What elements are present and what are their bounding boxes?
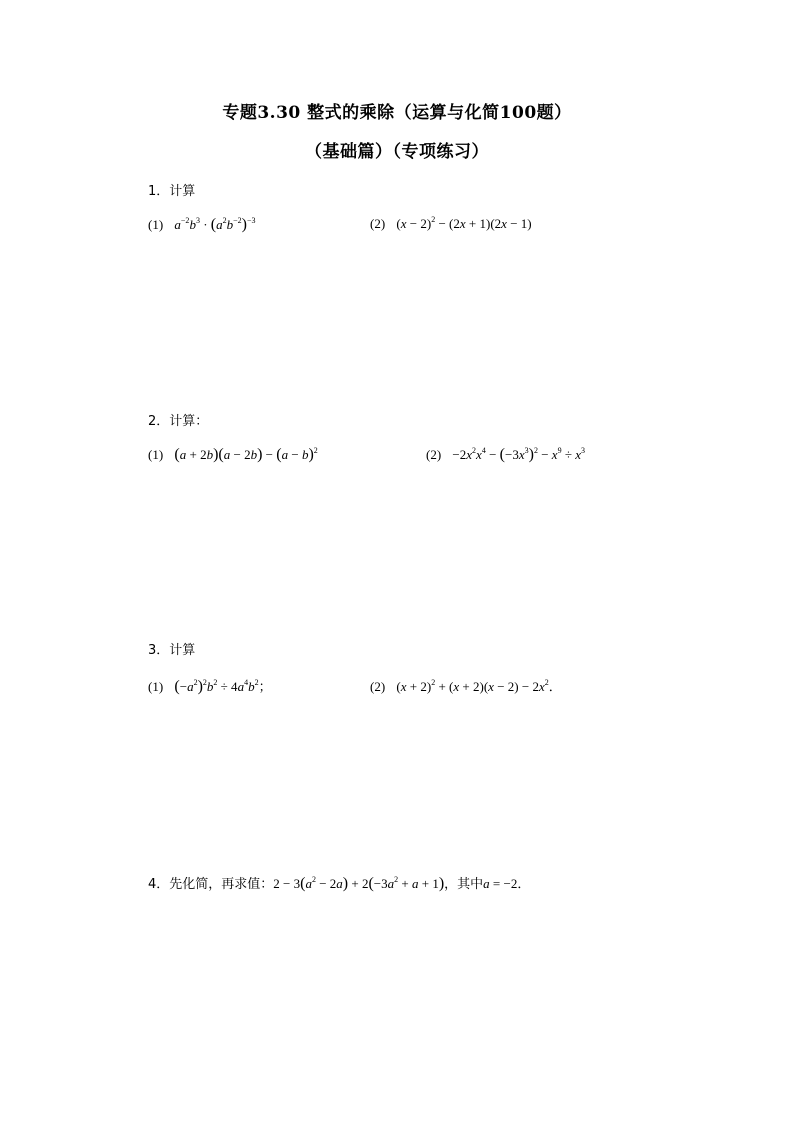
- page-title-line-1: 专题3.30 整式的乘除（运算与化简100题）: [222, 103, 572, 123]
- math-expression: $(-a^2)^2b^2 \div 4a^4b^2$: [174, 678, 259, 695]
- math-expression: $(x - 2)^2 - (2x + 1)(2x - 1)$: [396, 215, 532, 231]
- part-number: (2): [426, 447, 442, 462]
- question-2-label: 2．计算：: [148, 414, 209, 429]
- math-expression: $(x + 2)^2 + (x + 2)(x - 2) - 2x^2$: [396, 678, 549, 694]
- question-1-part-2: [370, 216, 532, 232]
- question-3-part-1: (1) $(-a^2)^2b^2 \div 4a^4b^2$；: [148, 678, 272, 695]
- math-expression: $a^{-2}b^3 \cdot (a^2b^{-2})^{-3}$: [174, 216, 256, 233]
- condition-suffix: ．: [517, 877, 531, 892]
- math-expression: $2 - 3(a^2 - 2a) + 2(-3a^2 + a + 1)$: [273, 875, 445, 892]
- question-2-part-1: [148, 446, 318, 464]
- part-number: (1): [148, 679, 164, 694]
- question-4-label: 4．先化简，再求值：: [148, 877, 274, 892]
- part-number: (1): [148, 447, 164, 462]
- math-expression: $-2x^2x^4 - (-3x^3)^2 - x^9 \div x^3$: [452, 446, 585, 463]
- part-number: (2): [370, 216, 386, 231]
- question-3-part-2: (2) $(x + 2)^2 + (x + 2)(x - 2) - 2x^2$．: [370, 678, 562, 695]
- question-2-part-2: [426, 446, 585, 464]
- condition-prefix: ，其中: [444, 877, 484, 892]
- page-title-line-2: （基础篇）（专项练习）: [305, 142, 489, 162]
- question-1-label: 1．计算: [148, 184, 196, 199]
- question-1-part-1: [148, 216, 255, 234]
- condition-expression: a = −2: [483, 876, 518, 891]
- question-4: [148, 873, 530, 893]
- math-expression: $(a + 2b)(a - 2b) - (a - b)^2$: [174, 446, 318, 463]
- question-3-label: 3．计算: [148, 643, 196, 658]
- part-number: (1): [148, 217, 164, 232]
- part-number: (2): [370, 679, 386, 694]
